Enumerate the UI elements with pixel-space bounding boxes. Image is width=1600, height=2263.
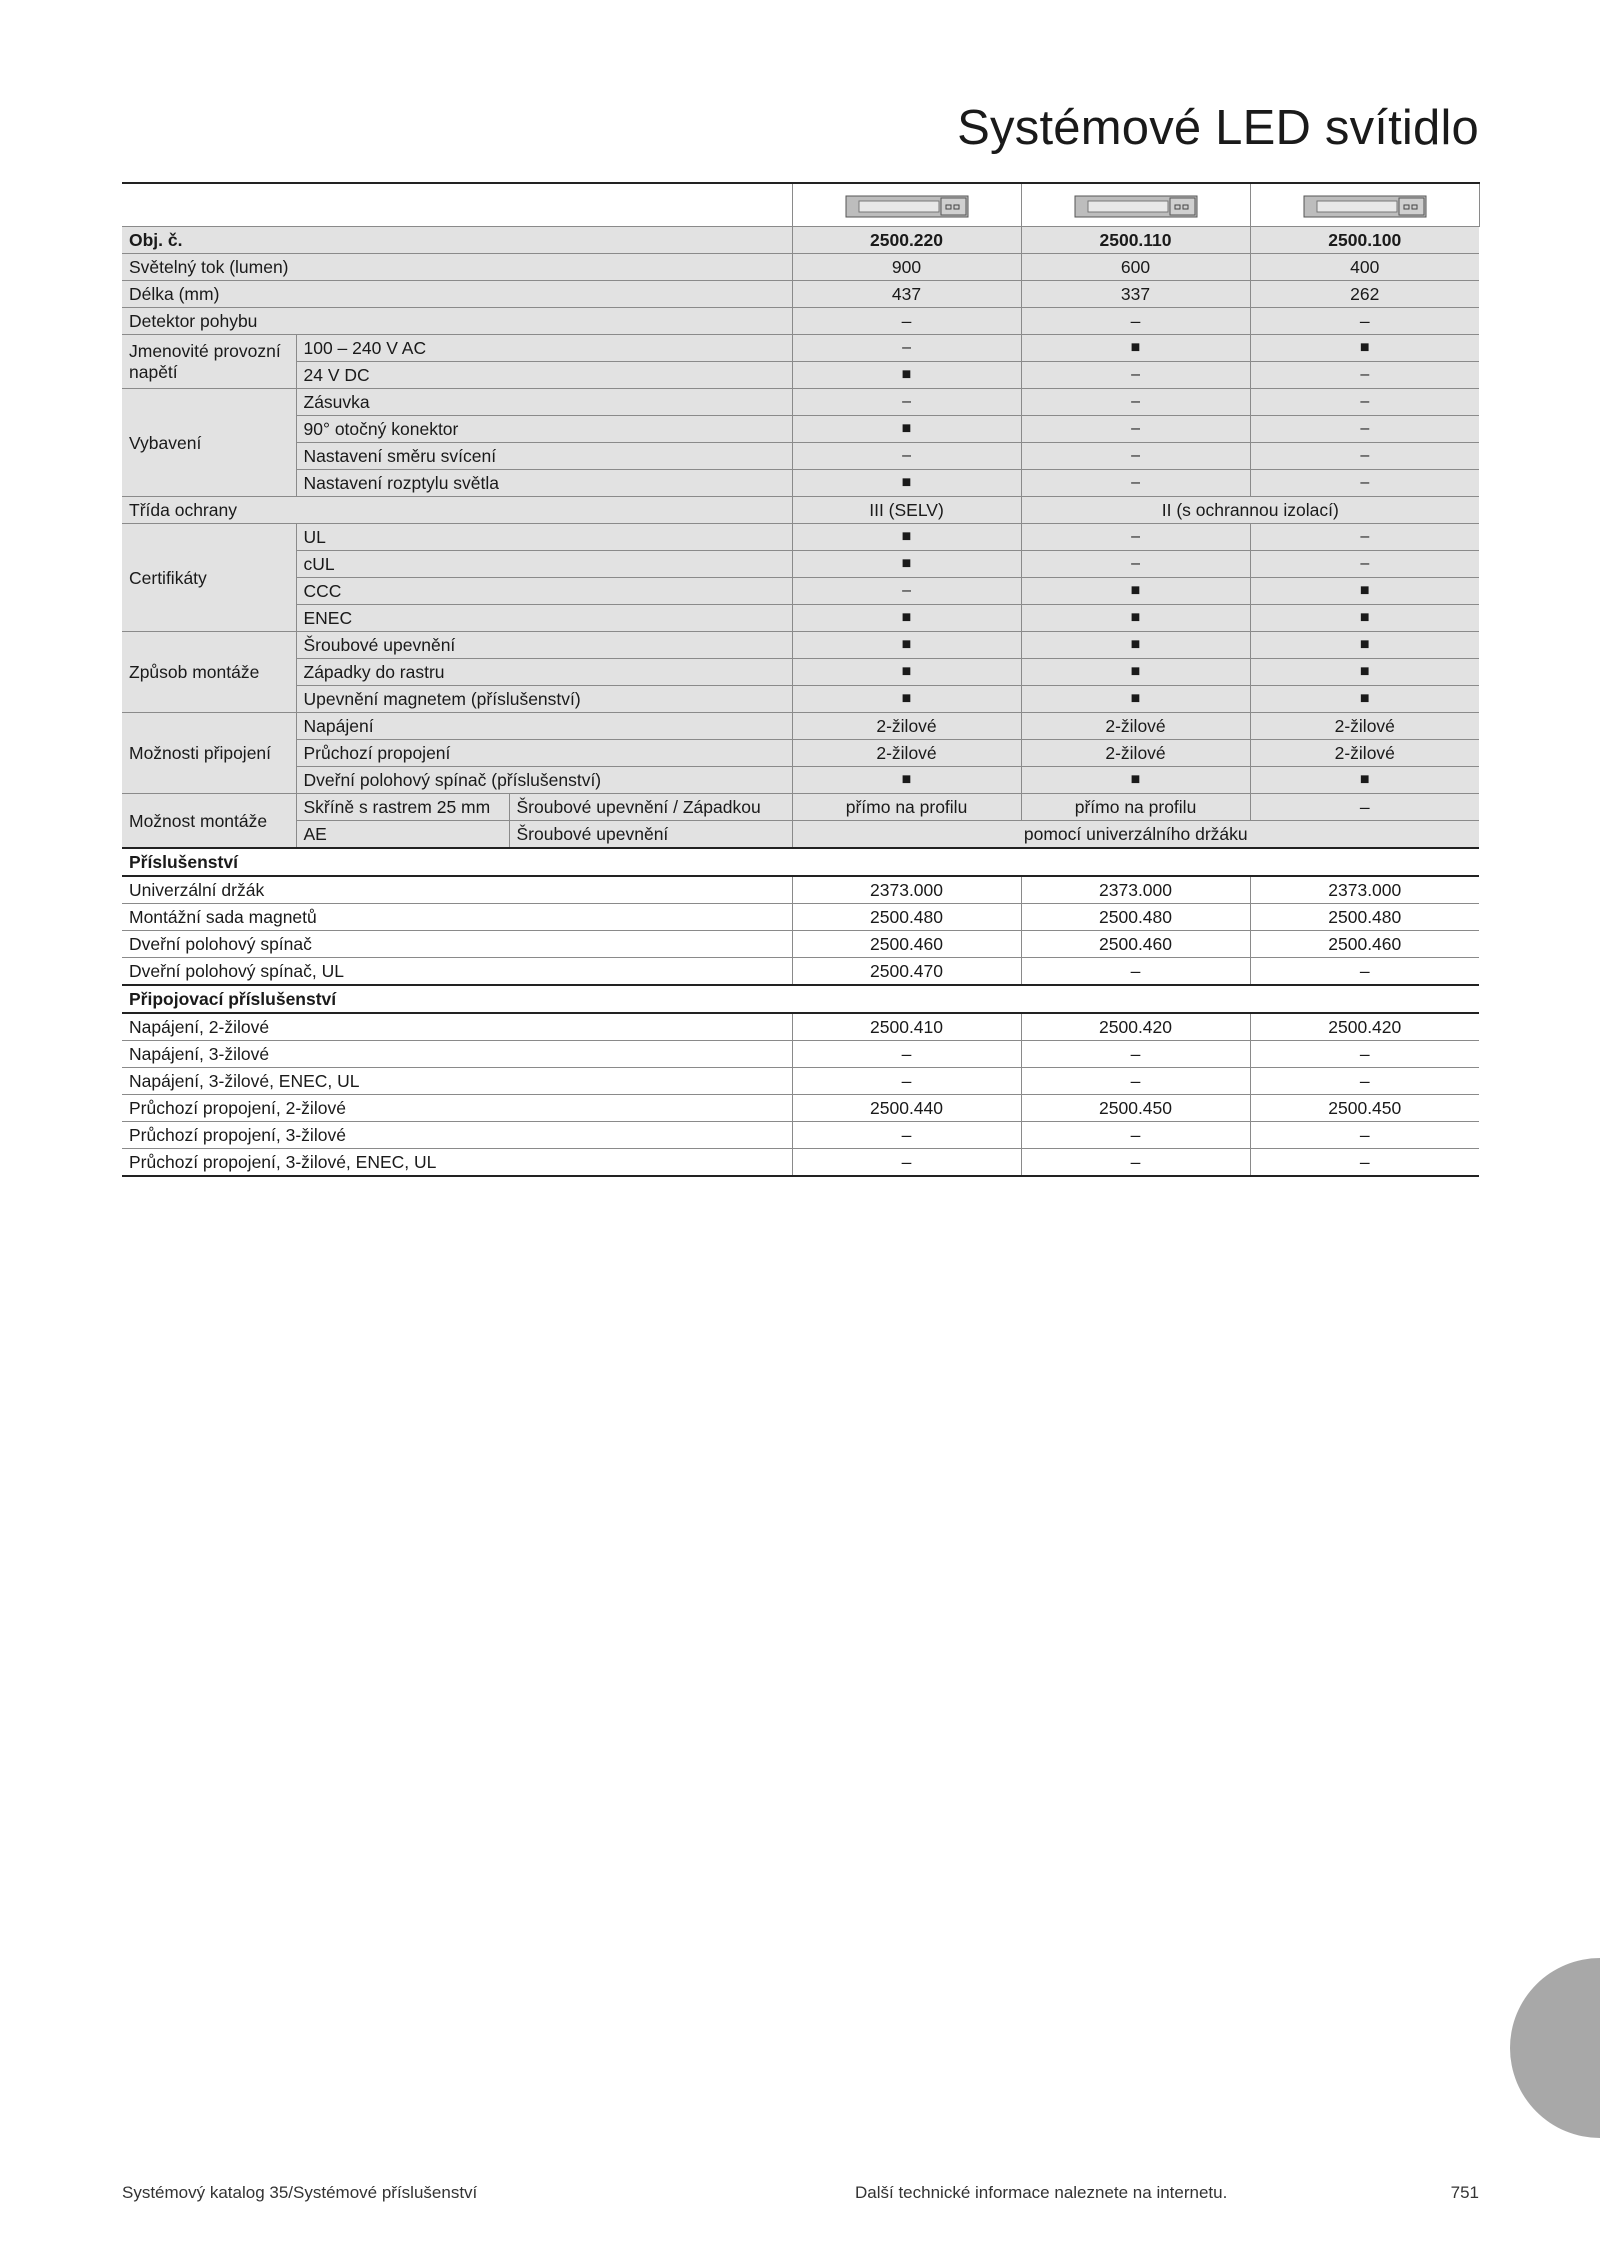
footer-catalog: Systémový katalog 35/Systémové příslušenství	[122, 2183, 478, 2202]
table-row: Dveřní polohový spínač (příslušenství) ■ ■ ■	[122, 767, 1479, 794]
table-row: 24 V DC ■ – –	[122, 362, 1479, 389]
table-row: Možnost montáže Skříně s rastrem 25 mm Šroubové upevnění / Západkou přímo na profilu přímo na profilu –	[122, 794, 1479, 821]
table-row: Průchozí propojení 2-žilové 2-žilové 2-žilové	[122, 740, 1479, 767]
page-title: Systémové LED svítidlo	[957, 101, 1479, 155]
table-row: Třída ochrany III (SELV) II (s ochrannou izolací)	[122, 497, 1479, 524]
table-row: Vybavení Zásuvka – – –	[122, 389, 1479, 416]
section-tab-marker	[1510, 1958, 1600, 2138]
table-row: Dveřní polohový spínač, UL 2500.470 – –	[122, 958, 1479, 986]
page-number: 751	[1450, 2183, 1479, 2202]
led-lamp-icon	[845, 193, 969, 219]
table-row: Jmenovité provozní napětí 100 – 240 V AC – ■ ■	[122, 335, 1479, 362]
table-row: Certifikáty UL ■ – –	[122, 524, 1479, 551]
table-row: Nastavení směru svícení – – –	[122, 443, 1479, 470]
footer-info: Další technické informace naleznete na internetu.	[855, 2183, 1228, 2202]
table-row: cUL ■ – –	[122, 551, 1479, 578]
table-row: ENEC ■ ■ ■	[122, 605, 1479, 632]
table-row: Univerzální držák 2373.000 2373.000 2373.000	[122, 876, 1479, 904]
spec-table	[122, 182, 1480, 1177]
table-row: Západky do rastru ■ ■ ■	[122, 659, 1479, 686]
product-image-1	[792, 183, 1021, 227]
table-row: Montážní sada magnetů 2500.480 2500.480 2500.480	[122, 904, 1479, 931]
table-row: Dveřní polohový spínač 2500.460 2500.460 2500.460	[122, 931, 1479, 958]
table-row: CCC – ■ ■	[122, 578, 1479, 605]
table-row: Upevnění magnetem (příslušenství) ■ ■ ■	[122, 686, 1479, 713]
section-header-connection-accessories: Připojovací příslušenství	[122, 985, 1479, 1013]
table-row: Průchozí propojení, 2-žilové 2500.440 2500.450 2500.450	[122, 1095, 1479, 1122]
table-row: 90° otočný konektor ■ – –	[122, 416, 1479, 443]
table-row: Průchozí propojení, 3-žilové – – –	[122, 1122, 1479, 1149]
table-row: Průchozí propojení, 3-žilové, ENEC, UL – – –	[122, 1149, 1479, 1177]
product-image-2	[1021, 183, 1250, 227]
table-row: AE Šroubové upevnění pomocí univerzálního držáku	[122, 821, 1479, 849]
led-lamp-icon	[1303, 193, 1427, 219]
table-row: Detektor pohybu – – –	[122, 308, 1479, 335]
section-header-accessories: Příslušenství	[122, 848, 1479, 876]
table-row: Světelný tok (lumen) 900 600 400	[122, 254, 1479, 281]
product-image-3	[1250, 183, 1479, 227]
table-row: Způsob montáže Šroubové upevnění ■ ■ ■	[122, 632, 1479, 659]
table-row: Obj. č. 2500.220 2500.110 2500.100	[122, 227, 1479, 254]
table-row: Napájení, 2-žilové 2500.410 2500.420 2500.420	[122, 1013, 1479, 1041]
table-row: Délka (mm) 437 337 262	[122, 281, 1479, 308]
table-row: Napájení, 3-žilové, ENEC, UL – – –	[122, 1068, 1479, 1095]
table-row: Nastavení rozptylu světla ■ – –	[122, 470, 1479, 497]
table-row: Napájení, 3-žilové – – –	[122, 1041, 1479, 1068]
table-row: Možnosti připojení Napájení 2-žilové 2-žilové 2-žilové	[122, 713, 1479, 740]
led-lamp-icon	[1074, 193, 1198, 219]
